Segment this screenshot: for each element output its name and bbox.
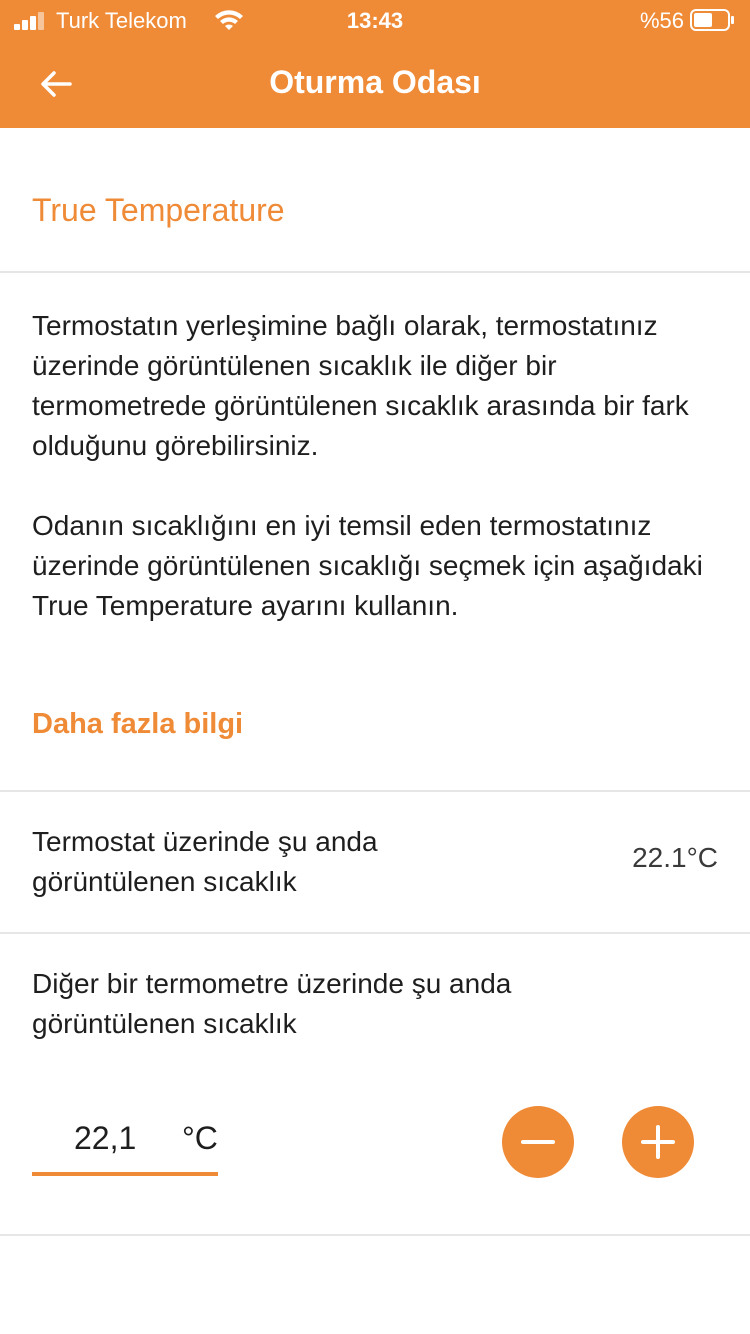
minus-icon [518,1122,558,1162]
other-thermometer-label [32,964,722,1044]
temperature-unit: °C [182,1120,218,1156]
current-reading-label-line1: Termostat üzerinde şu anda [32,826,378,857]
description-paragraph-1: Termostatın yerleşimine bağlı olarak, termostatınız üzerinde görüntülenen sıcaklık ile diğer bir termometrede görüntülenen sıcaklık arasında bir fark olduğunu görebilirsiniz. [32,310,689,461]
battery-percentage: %56 [639,8,684,33]
more-info-link[interactable]: Daha fazla bilgi [32,708,244,740]
current-reading-value: 22.1°C [632,842,718,873]
decrease-button[interactable] [502,1106,574,1178]
carrier-name: Turk Telekom [56,8,187,33]
clock: 13:43 [346,8,404,33]
divider [0,790,750,792]
other-thermometer-label-line1: Diğer bir termometre üzerinde şu anda [32,968,512,999]
divider [0,1234,750,1236]
current-reading-label [32,822,552,902]
battery-icon [690,8,736,32]
description-paragraph-2: Odanın sıcaklığını en iyi temsil eden termostatınız üzerinde görüntülenen sıcaklığı seçmek için aşağıdaki True Temperature ayarını kullanın. [32,510,703,621]
divider [0,932,750,934]
temperature-input-value[interactable]: 22,1 [74,1120,137,1156]
current-reading-label-line2: görüntülenen sıcaklık [32,866,297,897]
other-thermometer-label-line2: görüntülenen sıcaklık [32,1008,297,1039]
divider [0,271,750,273]
temperature-input[interactable] [32,1112,218,1176]
increase-button[interactable] [622,1106,694,1178]
section-title: True Temperature [32,192,285,228]
plus-icon [638,1122,678,1162]
app-header [0,0,750,128]
input-underline [32,1172,218,1176]
status-bar [0,0,750,40]
page-title: Oturma Odası [269,64,481,100]
